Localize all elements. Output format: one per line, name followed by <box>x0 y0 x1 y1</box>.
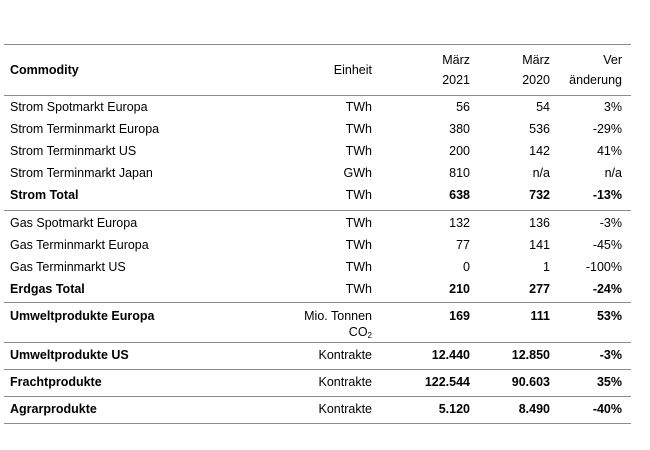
table-header <box>4 44 631 96</box>
row-name: Strom Total <box>10 188 79 202</box>
row-value-2020: 111 <box>530 309 550 323</box>
row-change: -3% <box>599 348 622 362</box>
row-change: 53% <box>596 309 622 323</box>
row-unit: Kontrakte <box>318 348 372 362</box>
row-value-2020: 8.490 <box>518 402 550 416</box>
row-value-2020: 90.603 <box>511 375 550 389</box>
row-unit: TWh <box>345 216 372 230</box>
row-unit-co2 <box>349 325 372 340</box>
header-col2-month: März <box>522 53 550 67</box>
row-value-2020: 732 <box>529 188 550 202</box>
header-change-line2: änderung <box>569 73 622 87</box>
row-value-2020: 1 <box>543 260 550 274</box>
table-row <box>4 96 631 118</box>
row-name: Strom Terminmarkt US <box>10 144 137 158</box>
row-value-2021: 380 <box>449 122 470 136</box>
row-change: -24% <box>592 282 622 296</box>
table-bottom-rule <box>4 423 631 424</box>
row-change: -40% <box>592 402 622 416</box>
row-change: n/a <box>604 166 622 180</box>
row-value-2021: 122.544 <box>424 375 470 389</box>
total-row-strom <box>4 184 631 206</box>
row-unit: TWh <box>345 238 372 252</box>
row-change: 35% <box>596 375 622 389</box>
row-unit: TWh <box>345 260 372 274</box>
header-unit: Einheit <box>333 63 372 77</box>
row-change: -100% <box>585 260 622 274</box>
row-name: Agrarprodukte <box>10 402 97 416</box>
row-value-2021: 0 <box>463 260 470 274</box>
row-value-2021: 5.120 <box>438 402 470 416</box>
row-name: Umweltprodukte Europa <box>10 309 155 323</box>
row-change: -29% <box>592 122 622 136</box>
row-unit: TWh <box>345 282 372 296</box>
row-value-2021: 77 <box>456 238 470 252</box>
table-row <box>4 140 631 162</box>
table-row <box>4 162 631 184</box>
row-value-2020: 54 <box>536 100 550 114</box>
commodity-table <box>4 44 631 416</box>
row-name: Strom Terminmarkt Japan <box>10 166 153 180</box>
row-value-2020: n/a <box>532 166 550 180</box>
row-value-2021: 132 <box>449 216 470 230</box>
row-change: -13% <box>592 188 622 202</box>
row-value-2020: 141 <box>529 238 550 252</box>
row-value-2020: 142 <box>529 144 550 158</box>
row-value-2020: 136 <box>529 216 550 230</box>
row-unit: Kontrakte <box>318 375 372 389</box>
row-unit: TWh <box>345 144 372 158</box>
row-value-2020: 277 <box>529 282 550 296</box>
header-change-line1: Ver <box>603 53 622 67</box>
row-name: Frachtprodukte <box>10 375 102 389</box>
row-unit-line1: Mio. Tonnen <box>304 309 372 323</box>
section-rule <box>4 396 631 397</box>
row-value-2021: 200 <box>449 144 470 158</box>
section-rule <box>4 210 631 211</box>
row-name: Gas Terminmarkt Europa <box>10 238 149 252</box>
row-value-2021: 810 <box>449 166 470 180</box>
header-commodity: Commodity <box>10 63 79 77</box>
row-agrar <box>4 398 631 420</box>
header-col2-year: 2020 <box>522 73 550 87</box>
row-value-2021: 12.440 <box>431 348 470 362</box>
row-name: Gas Terminmarkt US <box>10 260 126 274</box>
row-unit: GWh <box>343 166 372 180</box>
row-name: Umweltprodukte US <box>10 348 129 362</box>
row-change: 41% <box>596 144 622 158</box>
row-unit: TWh <box>345 100 372 114</box>
section-rule <box>4 369 631 370</box>
total-row-erdgas <box>4 278 631 300</box>
row-fracht <box>4 371 631 393</box>
row-change: -45% <box>592 238 622 252</box>
row-unit: TWh <box>345 122 372 136</box>
table-row <box>4 256 631 278</box>
row-name: Strom Terminmarkt Europa <box>10 122 160 136</box>
row-change: 3% <box>603 100 622 114</box>
row-name: Gas Spotmarkt Europa <box>10 216 138 230</box>
co2-text: CO <box>348 325 368 339</box>
header-col1-year: 2021 <box>442 73 470 87</box>
row-umwelt-europa <box>4 303 631 343</box>
table-row <box>4 212 631 234</box>
row-value-2021: 638 <box>449 188 470 202</box>
row-name: Erdgas Total <box>10 282 85 296</box>
row-value-2021: 210 <box>449 282 470 296</box>
row-value-2021: 169 <box>449 309 470 323</box>
row-umwelt-us <box>4 344 631 366</box>
row-unit: Kontrakte <box>318 402 372 416</box>
table-row <box>4 118 631 140</box>
row-value-2020: 536 <box>529 122 550 136</box>
row-value-2020: 12.850 <box>511 348 550 362</box>
row-name: Strom Spotmarkt Europa <box>10 100 148 114</box>
header-col1-month: März <box>442 53 470 67</box>
row-change: -3% <box>599 216 622 230</box>
table-row <box>4 234 631 256</box>
section-rule <box>4 342 631 343</box>
row-unit: TWh <box>345 188 372 202</box>
row-value-2021: 56 <box>456 100 470 114</box>
co2-subscript: 2 <box>367 331 372 340</box>
